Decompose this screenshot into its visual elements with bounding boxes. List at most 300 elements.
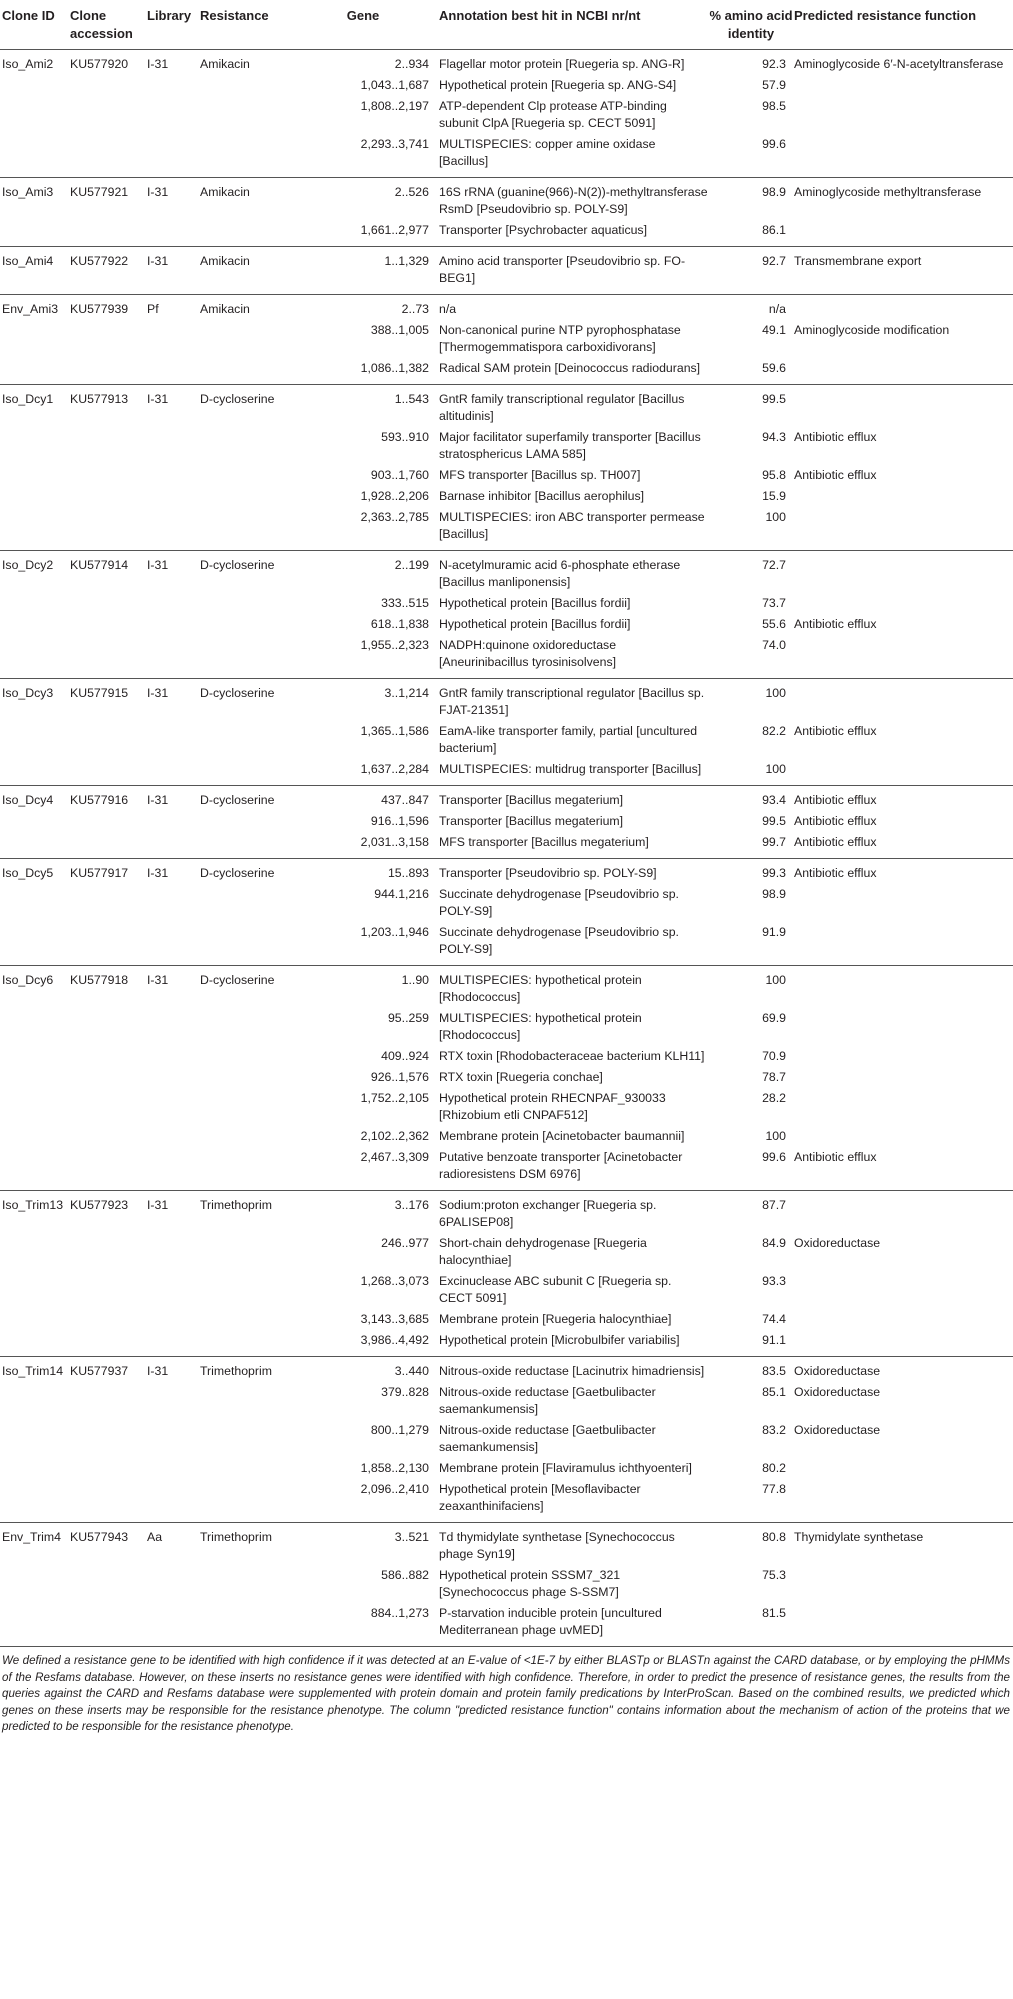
annotation-cell: Transporter [Psychrobacter aquaticus]: [439, 221, 708, 247]
identity-cell: 93.3: [762, 1274, 786, 1288]
identity-cell: 85.1: [762, 1385, 786, 1399]
table-row: [0, 1310, 1013, 1331]
table-row: [0, 1331, 1013, 1357]
table-row: [0, 1191, 1013, 1235]
function-cell: Aminoglycoside modification: [794, 323, 950, 337]
annotation-cell: NADPH:quinone oxidoreductase [Aneurinibacillus tyrosinisolvens]: [439, 636, 708, 679]
library-cell: I-31: [147, 185, 169, 199]
gene-cell: 1,752..2,105: [360, 1091, 429, 1105]
clone-id-cell: Env_Ami3: [2, 302, 59, 316]
function-cell: Antibiotic efflux: [794, 617, 877, 631]
clone-id-cell: [0, 594, 70, 615]
gene-cell: 246..977: [381, 1236, 429, 1250]
resistance-cell: [200, 594, 287, 615]
table-row: [0, 1148, 1013, 1191]
function-cell: [794, 1331, 1013, 1357]
annotation-cell: ATP-dependent Clp protease ATP-binding subunit ClpA [Ruegeria sp. CECT 5091]: [439, 99, 667, 130]
clone-accession-cell: [70, 76, 147, 97]
library-cell: [147, 1068, 200, 1089]
identity-cell: 99.5: [762, 814, 786, 828]
library-cell: I-31: [147, 247, 200, 295]
library-cell: [147, 1047, 200, 1068]
library-cell: I-31: [147, 793, 169, 807]
table-row: [0, 551, 1013, 595]
table-row: [0, 636, 1013, 679]
function-cell: [794, 221, 1013, 247]
table-row: [0, 833, 1013, 859]
table-row: [0, 923, 1013, 966]
gene-cell: 800..1,279: [370, 1423, 429, 1437]
resistance-cell: D-cycloserine: [200, 793, 275, 807]
function-cell: Aminoglycoside methyltransferase: [794, 185, 982, 199]
identity-cell: 98.9: [762, 185, 786, 199]
annotation-cell: Transporter [Pseudovibrio sp. POLY-S9]: [439, 866, 657, 880]
clone-id-cell: [0, 760, 70, 786]
library-cell: I-31: [147, 686, 169, 700]
clone-accession-cell: [70, 1310, 147, 1331]
clone-accession-cell: KU577943: [70, 1530, 129, 1544]
library-cell: [147, 760, 200, 786]
resistance-cell: [200, 760, 287, 786]
annotation-cell: Excinuclease ABC subunit C [Ruegeria sp. CECT 5091]: [439, 1274, 672, 1305]
identity-cell: 59.6: [708, 359, 794, 385]
clone-id-cell: [0, 923, 70, 966]
library-cell: I-31: [147, 1198, 169, 1212]
header-resistance: Resistance: [200, 0, 287, 50]
library-cell: I-31: [147, 558, 169, 572]
resistance-cell: [200, 1331, 287, 1357]
annotation-cell: Nitrous-oxide reductase [Gaetbulibacter saemankumensis]: [439, 1385, 656, 1416]
function-cell: [794, 923, 1013, 966]
library-cell: [147, 1604, 200, 1647]
table-row: [0, 76, 1013, 97]
clone-accession-cell: KU577913: [70, 392, 129, 406]
library-cell: [147, 76, 200, 97]
resistance-cell: [200, 1148, 287, 1191]
clone-id-cell: Iso_Ami4: [0, 247, 70, 295]
library-cell: [147, 615, 200, 636]
resistance-cell: [200, 1421, 287, 1459]
annotation-cell: Barnase inhibitor [Bacillus aerophilus]: [439, 489, 645, 503]
library-cell: I-31: [147, 973, 169, 987]
annotation-cell: MULTISPECIES: hypothetical protein [Rhodococcus]: [439, 1011, 642, 1042]
resistance-cell: [200, 812, 287, 833]
annotation-cell: Non-canonical purine NTP pyrophosphatase [Thermogemmatispora carboxidivorans]: [439, 323, 681, 354]
resistance-cell: [200, 1480, 287, 1523]
identity-cell: 99.6: [708, 1148, 794, 1191]
table-row: [0, 135, 1013, 178]
annotation-cell: RTX toxin [Ruegeria conchae]: [439, 1070, 603, 1084]
annotation-cell: Short-chain dehydrogenase [Ruegeria halocynthiae]: [439, 1236, 647, 1267]
resistance-cell: [200, 1127, 287, 1148]
resistance-cell: [200, 1047, 287, 1068]
table-row: [0, 1459, 1013, 1480]
identity-cell: 80.2: [762, 1461, 786, 1475]
clone-id-cell: [0, 508, 70, 551]
gene-cell: 95..259: [387, 1011, 429, 1025]
identity-cell: 78.7: [762, 1070, 786, 1084]
resistance-cell: [200, 636, 287, 679]
gene-cell: 1,086..1,382: [287, 359, 439, 385]
library-cell: [147, 1566, 200, 1604]
identity-cell: 28.2: [762, 1091, 786, 1105]
header-clone-accession: Clone accession: [70, 0, 147, 50]
table-row: [0, 615, 1013, 636]
clone-id-cell: [0, 1148, 70, 1191]
gene-cell: 15..893: [387, 866, 429, 880]
clone-id-cell: [0, 221, 70, 247]
function-cell: [794, 1009, 1013, 1047]
resistance-cell: [200, 1383, 287, 1421]
identity-cell: 83.5: [762, 1364, 786, 1378]
resistance-cell: [200, 722, 287, 760]
function-cell: [794, 1310, 1013, 1331]
function-cell: [794, 594, 1013, 615]
resistance-cell: [200, 923, 287, 966]
annotation-cell: MULTISPECIES: copper amine oxidase [Bacillus]: [439, 135, 708, 178]
resistance-cell: Trimethoprim: [200, 1198, 272, 1212]
clone-accession-cell: [70, 923, 147, 966]
gene-cell: 618..1,838: [370, 617, 429, 631]
library-cell: [147, 1310, 200, 1331]
gene-cell: 586..882: [381, 1568, 429, 1582]
gene-cell: 2..934: [394, 57, 429, 71]
clone-accession-cell: [70, 1272, 147, 1310]
header-gene: Gene: [287, 0, 439, 50]
annotation-cell: Membrane protein [Acinetobacter baumannii]: [439, 1129, 685, 1143]
library-cell: [147, 1480, 200, 1523]
gene-cell: 2,363..2,785: [287, 508, 439, 551]
gene-cell: 903..1,760: [370, 468, 429, 482]
table-header: [0, 0, 1013, 50]
identity-cell: 69.9: [762, 1011, 786, 1025]
table-row: [0, 786, 1013, 813]
gene-cell: 333..515: [381, 596, 429, 610]
resistance-cell: [200, 487, 287, 508]
library-cell: [147, 1459, 200, 1480]
resistance-cell: [200, 76, 287, 97]
annotation-cell: Amino acid transporter [Pseudovibrio sp. FO-BEG1]: [439, 247, 708, 295]
resistance-cell: [200, 1009, 287, 1047]
function-cell: [794, 1272, 1013, 1310]
clone-accession-cell: [70, 321, 147, 359]
clone-accession-cell: KU577921: [70, 185, 129, 199]
identity-cell: 98.5: [762, 99, 786, 113]
clone-id-cell: [0, 1604, 70, 1647]
clone-accession-cell: KU577916: [70, 793, 129, 807]
clone-accession-cell: KU577915: [70, 686, 129, 700]
function-cell: Antibiotic efflux: [794, 814, 877, 828]
clone-accession-cell: [70, 1566, 147, 1604]
annotation-cell: Hypothetical protein [Bacillus fordii]: [439, 617, 631, 631]
table-row: [0, 679, 1013, 723]
table-row: [0, 1047, 1013, 1068]
table-row: [0, 594, 1013, 615]
annotation-cell: Membrane protein [Ruegeria halocynthiae]: [439, 1312, 672, 1326]
library-cell: [147, 812, 200, 833]
annotation-cell: Td thymidylate synthetase [Synechococcus phage Syn19]: [439, 1530, 675, 1561]
gene-cell: 1,808..2,197: [360, 99, 429, 113]
function-cell: [794, 679, 1013, 723]
identity-cell: 80.8: [762, 1530, 786, 1544]
gene-cell: 1,043..1,687: [360, 78, 429, 92]
clone-id-cell: Iso_Dcy5: [2, 866, 54, 880]
function-cell: [794, 966, 1013, 1010]
annotation-cell: MULTISPECIES: iron ABC transporter permease [Bacillus]: [439, 508, 708, 551]
clone-id-cell: Iso_Ami2: [2, 57, 54, 71]
identity-cell: 94.3: [762, 430, 786, 444]
function-cell: Oxidoreductase: [794, 1385, 881, 1399]
function-cell: Antibiotic efflux: [794, 866, 877, 880]
clone-id-cell: [0, 1383, 70, 1421]
clone-accession-cell: KU577937: [70, 1364, 129, 1378]
identity-cell: n/a: [768, 302, 786, 316]
function-cell: Antibiotic efflux: [794, 793, 877, 807]
identity-cell: 95.8: [762, 468, 786, 482]
function-cell: [794, 1047, 1013, 1068]
function-cell: [794, 295, 1013, 322]
identity-cell: 93.4: [762, 793, 786, 807]
clone-accession-cell: [70, 636, 147, 679]
gene-cell: 1..90: [401, 973, 429, 987]
function-cell: Antibiotic efflux: [794, 468, 877, 482]
function-cell: Antibiotic efflux: [794, 833, 1013, 859]
gene-cell: 884..1,273: [287, 1604, 439, 1647]
function-cell: [794, 385, 1013, 429]
gene-cell: 2,031..3,158: [287, 833, 439, 859]
identity-cell: 84.9: [762, 1236, 786, 1250]
resistance-cell: [200, 1459, 287, 1480]
table-row: [0, 385, 1013, 429]
resistance-cell: Amikacin: [200, 57, 250, 71]
clone-accession-cell: [70, 615, 147, 636]
annotation-cell: Putative benzoate transporter [Acinetobacter radioresistens DSM 6976]: [439, 1148, 708, 1191]
clone-id-cell: [0, 1310, 70, 1331]
function-cell: [794, 97, 1013, 135]
resistance-cell: [200, 885, 287, 923]
resistance-cell: [200, 466, 287, 487]
table-row: [0, 1357, 1013, 1384]
annotation-cell: Hypothetical protein SSSM7_321 [Synechococcus phage S-SSM7]: [439, 1568, 621, 1599]
annotation-cell: Hypothetical protein [Microbulbifer variabilis]: [439, 1331, 708, 1357]
gene-cell: 3,143..3,685: [360, 1312, 429, 1326]
table-row: [0, 1523, 1013, 1567]
table-row: [0, 966, 1013, 1010]
identity-cell: 98.9: [762, 887, 786, 901]
clone-id-cell: Iso_Dcy1: [2, 392, 54, 406]
gene-cell: 1,661..2,977: [287, 221, 439, 247]
gene-cell: 409..924: [381, 1049, 429, 1063]
function-cell: Antibiotic efflux: [794, 724, 877, 738]
table-row: [0, 1383, 1013, 1421]
identity-cell: 92.7: [708, 247, 794, 295]
function-cell: [794, 636, 1013, 679]
resistance-cell: [200, 428, 287, 466]
function-cell: Oxidoreductase: [794, 1423, 881, 1437]
gene-cell: 1,268..3,073: [360, 1274, 429, 1288]
identity-cell: 81.5: [708, 1604, 794, 1647]
function-cell: [794, 1191, 1013, 1235]
clone-id-cell: [0, 359, 70, 385]
identity-cell: 87.7: [762, 1198, 786, 1212]
clone-id-cell: [0, 1234, 70, 1272]
identity-cell: 100: [708, 760, 794, 786]
library-cell: [147, 359, 200, 385]
library-cell: [147, 1272, 200, 1310]
function-cell: [794, 760, 1013, 786]
function-cell: [794, 1566, 1013, 1604]
clone-id-cell: [0, 466, 70, 487]
table-row: [0, 1234, 1013, 1272]
resistance-cell: Amikacin: [200, 185, 250, 199]
clone-accession-cell: KU577917: [70, 866, 129, 880]
clone-id-cell: [0, 1047, 70, 1068]
identity-cell: 86.1: [708, 221, 794, 247]
identity-cell: 91.1: [708, 1331, 794, 1357]
clone-id-cell: [0, 321, 70, 359]
table-row: [0, 722, 1013, 760]
library-cell: [147, 97, 200, 135]
gene-cell: 3..1,214: [384, 686, 429, 700]
annotation-cell: N-acetylmuramic acid 6-phosphate etherase [Bacillus manliponensis]: [439, 558, 681, 589]
table-row: [0, 1272, 1013, 1310]
library-cell: [147, 428, 200, 466]
table-row: [0, 760, 1013, 786]
table-row: [0, 812, 1013, 833]
table-row: [0, 487, 1013, 508]
identity-cell: 15.9: [762, 489, 786, 503]
annotation-cell: Transporter [Bacillus megaterium]: [439, 793, 624, 807]
clone-accession-cell: [70, 760, 147, 786]
clone-id-cell: [0, 812, 70, 833]
clone-accession-cell: [70, 1127, 147, 1148]
header-identity: % amino acid identity: [708, 0, 794, 50]
gene-cell: 1,858..2,130: [360, 1461, 429, 1475]
table-row: [0, 1068, 1013, 1089]
library-cell: [147, 885, 200, 923]
resistance-cell: [200, 1566, 287, 1604]
annotation-cell: Membrane protein [Flaviramulus ichthyoenteri]: [439, 1461, 692, 1475]
clone-accession-cell: [70, 135, 147, 178]
resistance-cell: [200, 135, 287, 178]
library-cell: [147, 135, 200, 178]
library-cell: [147, 508, 200, 551]
table-row: [0, 1421, 1013, 1459]
table-row: [0, 321, 1013, 359]
resistance-cell: Amikacin: [200, 302, 250, 316]
library-cell: [147, 1089, 200, 1127]
gene-cell: 593..910: [381, 430, 429, 444]
gene-cell: 388..1,005: [370, 323, 429, 337]
clone-accession-cell: KU577920: [70, 57, 129, 71]
table-row: [0, 466, 1013, 487]
clone-id-cell: Iso_Dcy3: [2, 686, 54, 700]
function-cell: [794, 76, 1013, 97]
annotation-cell: Hypothetical protein [Mesoflavibacter zeaxanthinifaciens]: [439, 1480, 708, 1523]
annotation-cell: Succinate dehydrogenase [Pseudovibrio sp. POLY-S9]: [439, 923, 708, 966]
function-cell: Antibiotic efflux: [794, 1148, 1013, 1191]
identity-cell: 75.3: [762, 1568, 786, 1582]
clone-accession-cell: KU577939: [70, 302, 129, 316]
annotation-cell: GntR family transcriptional regulator [Bacillus sp. FJAT-21351]: [439, 686, 705, 717]
annotation-cell: Hypothetical protein [Ruegeria sp. ANG-S4]: [439, 78, 677, 92]
table-row: [0, 295, 1013, 322]
function-cell: [794, 1459, 1013, 1480]
library-cell: I-31: [147, 866, 169, 880]
table-row: [0, 221, 1013, 247]
annotation-cell: Hypothetical protein [Bacillus fordii]: [439, 596, 631, 610]
annotation-cell: RTX toxin [Rhodobacteraceae bacterium KLH11]: [439, 1049, 705, 1063]
library-cell: [147, 1234, 200, 1272]
identity-cell: 83.2: [762, 1423, 786, 1437]
clone-accession-cell: [70, 1089, 147, 1127]
clone-accession-cell: KU577923: [70, 1198, 129, 1212]
table-row: [0, 428, 1013, 466]
clone-id-cell: [0, 833, 70, 859]
function-cell: [794, 508, 1013, 551]
table-row: [0, 1604, 1013, 1647]
library-cell: [147, 636, 200, 679]
resistance-cell: D-cycloserine: [200, 558, 275, 572]
gene-cell: 926..1,576: [370, 1070, 429, 1084]
library-cell: [147, 1331, 200, 1357]
annotation-cell: P-starvation inducible protein [uncultured Mediterranean phage uvMED]: [439, 1604, 708, 1647]
header-annotation: Annotation best hit in NCBI nr/nt: [439, 0, 708, 50]
clone-accession-cell: [70, 466, 147, 487]
resistance-cell: [200, 615, 287, 636]
clone-id-cell: [0, 76, 70, 97]
clone-accession-cell: [70, 1009, 147, 1047]
identity-cell: 74.0: [708, 636, 794, 679]
annotation-cell: EamA-like transporter family, partial [uncultured bacterium]: [439, 724, 698, 755]
identity-cell: 99.6: [708, 135, 794, 178]
clone-accession-cell: [70, 1234, 147, 1272]
function-cell: [794, 1089, 1013, 1127]
annotation-cell: Major facilitator superfamily transporter [Bacillus stratosphericus LAMA 585]: [439, 430, 701, 461]
resistance-cell: [200, 359, 287, 385]
table-row: [0, 1566, 1013, 1604]
gene-cell: 1..543: [394, 392, 429, 406]
gene-cell: 2,102..2,362: [360, 1129, 429, 1143]
function-cell: Transmembrane export: [794, 247, 1013, 295]
clone-id-cell: [0, 1459, 70, 1480]
clone-id-cell: [0, 1272, 70, 1310]
gene-cell: 1,955..2,323: [287, 636, 439, 679]
clone-accession-cell: [70, 1459, 147, 1480]
clone-id-cell: [0, 1068, 70, 1089]
resistance-cell: [200, 1068, 287, 1089]
resistance-cell: [200, 321, 287, 359]
clone-id-cell: [0, 636, 70, 679]
clone-id-cell: [0, 1127, 70, 1148]
identity-cell: 74.4: [762, 1312, 786, 1326]
clone-id-cell: Iso_Trim13: [2, 1198, 64, 1212]
annotation-cell: Transporter [Bacillus megaterium]: [439, 814, 624, 828]
table-row: [0, 1480, 1013, 1523]
clone-accession-cell: [70, 833, 147, 859]
identity-cell: 99.3: [762, 866, 786, 880]
table-row: [0, 1009, 1013, 1047]
table-row: [0, 885, 1013, 923]
library-cell: [147, 487, 200, 508]
clone-accession-cell: [70, 1331, 147, 1357]
annotation-cell: GntR family transcriptional regulator [Bacillus altitudinis]: [439, 392, 685, 423]
resistance-cell: Amikacin: [200, 247, 287, 295]
clone-id-cell: [0, 428, 70, 466]
library-cell: [147, 722, 200, 760]
clone-accession-cell: [70, 1068, 147, 1089]
identity-cell: 73.7: [762, 596, 786, 610]
